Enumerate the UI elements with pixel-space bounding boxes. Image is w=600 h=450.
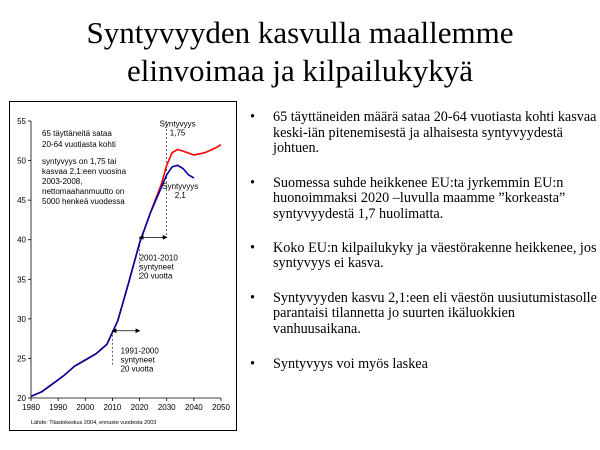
bullet-marker: •	[250, 289, 255, 306]
slide-title-line-2: elinvoimaa ja kilpailukykyä	[126, 53, 474, 88]
bullet-text: Syntyvyys voi myös laskea	[273, 355, 428, 372]
bullet-item	[244, 357, 598, 373]
chart-note-line: nettomaahanmuutto on	[42, 187, 125, 196]
series-label: Syntyvyys	[162, 182, 199, 192]
chart-title-line: 20-64 vuotiasta kohti	[42, 140, 116, 149]
x-tick-label: 2010	[103, 403, 122, 412]
annotation-label: 20 vuotta	[120, 364, 154, 374]
chart-note-line: 5000 henkeä vuodessa	[42, 197, 125, 206]
bullet-marker: •	[250, 109, 255, 125]
y-tick-label: 30	[17, 314, 26, 324]
y-tick-label: 45	[17, 196, 26, 206]
x-tick-label: 1980	[22, 403, 40, 412]
x-tick-label: 1990	[49, 403, 68, 412]
series-label: 1,75	[169, 128, 186, 138]
chart-note-line: syntyvyys on 1,75 tai	[42, 157, 117, 166]
y-tick-label: 35	[17, 275, 26, 285]
y-tick-label: 20	[17, 394, 26, 403]
bullet-marker: •	[250, 355, 255, 372]
bullet-item	[244, 241, 598, 272]
bullet-item	[244, 291, 598, 338]
x-tick-label: 2020	[130, 403, 149, 412]
chart-source: Lähde: Tilastokeskus 2004, ennuste vuodesta 2003	[31, 420, 157, 426]
x-tick-label: 2050	[212, 403, 230, 412]
annotation-label: 1991-2000	[120, 346, 159, 356]
chart-title-line: 65 täyttäneitä sataa	[42, 129, 112, 138]
slide-title	[0, 14, 600, 90]
y-tick-label: 25	[17, 354, 26, 364]
series-label: Syntyvyys	[159, 119, 196, 129]
chart-note-line: 2003-2008,	[42, 177, 83, 186]
bullet-item	[244, 176, 598, 223]
bullet-marker: •	[250, 239, 255, 256]
annotation-label: 2001-2010	[139, 253, 178, 263]
bullet-item	[244, 110, 598, 157]
chart-panel	[9, 101, 237, 431]
y-tick-label: 50	[17, 156, 26, 166]
y-tick-label: 40	[17, 235, 26, 245]
bullet-text: Suomessa suhde heikkenee EU:ta jyrkemmin EU:n huonoimmaksi 2020 –luvulla maamme ”korkeasta” syntyvyydestä 1,7 huolimatta.	[273, 174, 566, 222]
x-tick-label: 2000	[76, 403, 95, 412]
bullet-text: 65 täyttäneiden määrä sataa 20-64 vuotiasta kohti kasvaa keski-iän pitenemisestä ja alhaisesta syntyvyydestä johtuen.	[273, 109, 597, 157]
x-tick-label: 2040	[184, 403, 203, 412]
chart-frame	[10, 102, 237, 431]
series-label: 2,1	[174, 191, 186, 201]
annotation-label: syntyneet	[139, 262, 174, 272]
bullet-text: Syntyvyyden kasvu 2,1:een eli väestön uusiutumistasolle parantaisi tilannetta jo suurten ikäluokkien vanhuusaikana.	[273, 289, 597, 337]
bullet-list	[244, 110, 598, 372]
old-age-dependency-chart	[9, 101, 237, 431]
bullet-marker: •	[250, 174, 255, 191]
slide-title-line-1: Syntyvyyden kasvulla maallemme	[86, 15, 514, 50]
annotation-label: 20 vuotta	[139, 271, 173, 281]
chart-note-line: kasvaa 2,1:een vuosina	[42, 167, 127, 176]
y-tick-label: 55	[17, 117, 26, 126]
bullet-text: Koko EU:n kilpailukyky ja väestörakenne heikkenee, jos syntyvyys ei kasva.	[273, 239, 597, 272]
x-tick-label: 2030	[157, 403, 176, 412]
annotation-label: syntyneet	[120, 355, 155, 365]
